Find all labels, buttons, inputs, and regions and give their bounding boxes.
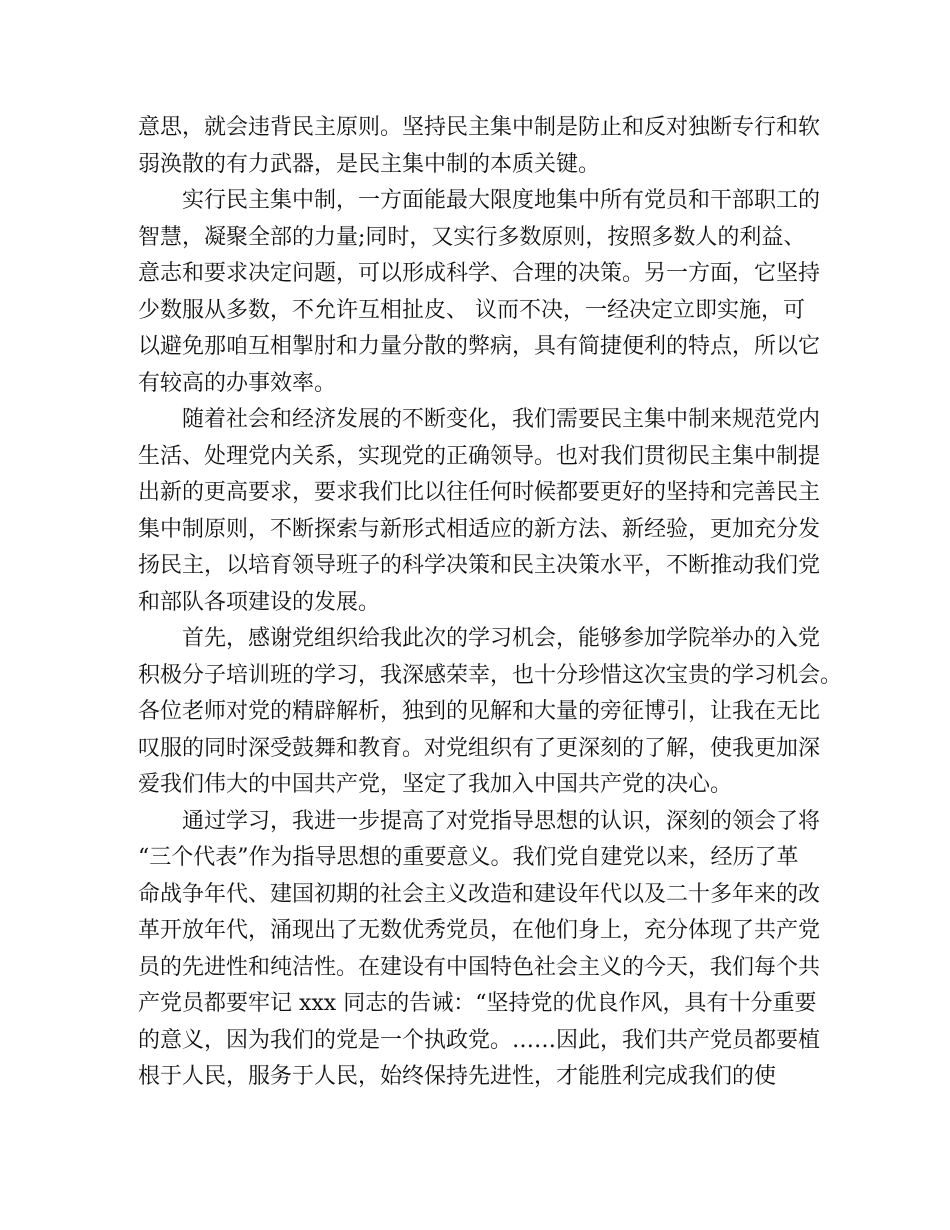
text-line: 革开放年代，涌现出了无数优秀党员，在他们身上，充分体现了共产党 — [138, 918, 821, 943]
text-line: 以避免那咱互相掣肘和力量分散的弊病，具有简捷便利的特点，所以它 — [138, 334, 821, 359]
text-line: 少数服从多数，不允许互相扯皮、 议而不决，一经决定立即实施，可 — [138, 297, 805, 323]
text-line: 产党员都要牢记 xxx 同志的告诫：“坚持党的优良作风，具有十分重要 — [138, 991, 817, 1016]
text-line: 根于人民，服务于人民，始终保持先进性，才能胜利完成我们的使 — [138, 1064, 777, 1089]
text-line: 积极分子培训班的学习，我深感荣幸，也十分珍惜这次宝贵的学习机会。 — [138, 662, 843, 688]
text-line: 有较高的办事效率。 — [138, 370, 337, 396]
text-line: 各位老师对党的精辟解析，独到的见解和大量的旁征博引，让我在无比 — [138, 699, 821, 724]
text-line: 智慧，凝聚全部的力量;同时，又实行多数原则，按照多数人的利益、 — [138, 224, 806, 250]
text-line: 出新的更高要求，要求我们比以往任何时候都要更好的坚持和完善民主 — [138, 480, 821, 505]
text-line: 命战争年代、建国初期的社会主义改造和建设年代以及二十多年来的改 — [138, 881, 821, 907]
document-body — [138, 110, 843, 1096]
text-line: 扬民主，以培育领导班子的科学决策和民主决策水平，不断推动我们党 — [138, 553, 821, 578]
text-line: 随着社会和经济发展的不断变化，我们需要民主集中制来规范党内 — [182, 407, 821, 432]
text-line: 集中制原则，不断探索与新形式相适应的新方法、新经验，更加充分发 — [138, 516, 821, 542]
text-line: 实行民主集中制，一方面能最大限度地集中所有党员和干部职工的 — [182, 188, 821, 213]
text-line: “三个代表”作为指导思想的重要意义。我们党自建党以来，经历了革 — [138, 845, 799, 870]
text-line: 的意义，因为我们的党是一个执政党。……因此，我们共产党员都要植 — [138, 1027, 821, 1053]
text-line: 弱涣散的有力武器，是民主集中制的本质关键。 — [138, 151, 601, 177]
text-line: 意思，就会违背民主原则。坚持民主集中制是防止和反对独断专行和软 — [138, 115, 821, 140]
text-line: 生活、处理党内关系，实现党的正确领导。也对我们贯彻民主集中制提 — [138, 443, 821, 469]
text-line: 首先，感谢党组织给我此次的学习机会，能够参加学院举办的入党 — [182, 626, 821, 651]
text-line: 爱我们伟大的中国共产党，坚定了我加入中国共产党的决心。 — [138, 772, 733, 797]
text-line: 员的先进性和纯洁性。在建设有中国特色社会主义的今天，我们每个共 — [138, 954, 821, 980]
text-line: 意志和要求决定问题，可以形成科学、合理的决策。另一方面，它坚持 — [138, 261, 821, 286]
text-line: 叹服的同时深受鼓舞和教育。对党组织有了更深刻的了解，使我更加深 — [138, 735, 821, 761]
text-line: 通过学习，我进一步提高了对党指导思想的认识，深刻的领会了将 — [182, 808, 821, 834]
text-line: 和部队各项建设的发展。 — [138, 589, 381, 615]
